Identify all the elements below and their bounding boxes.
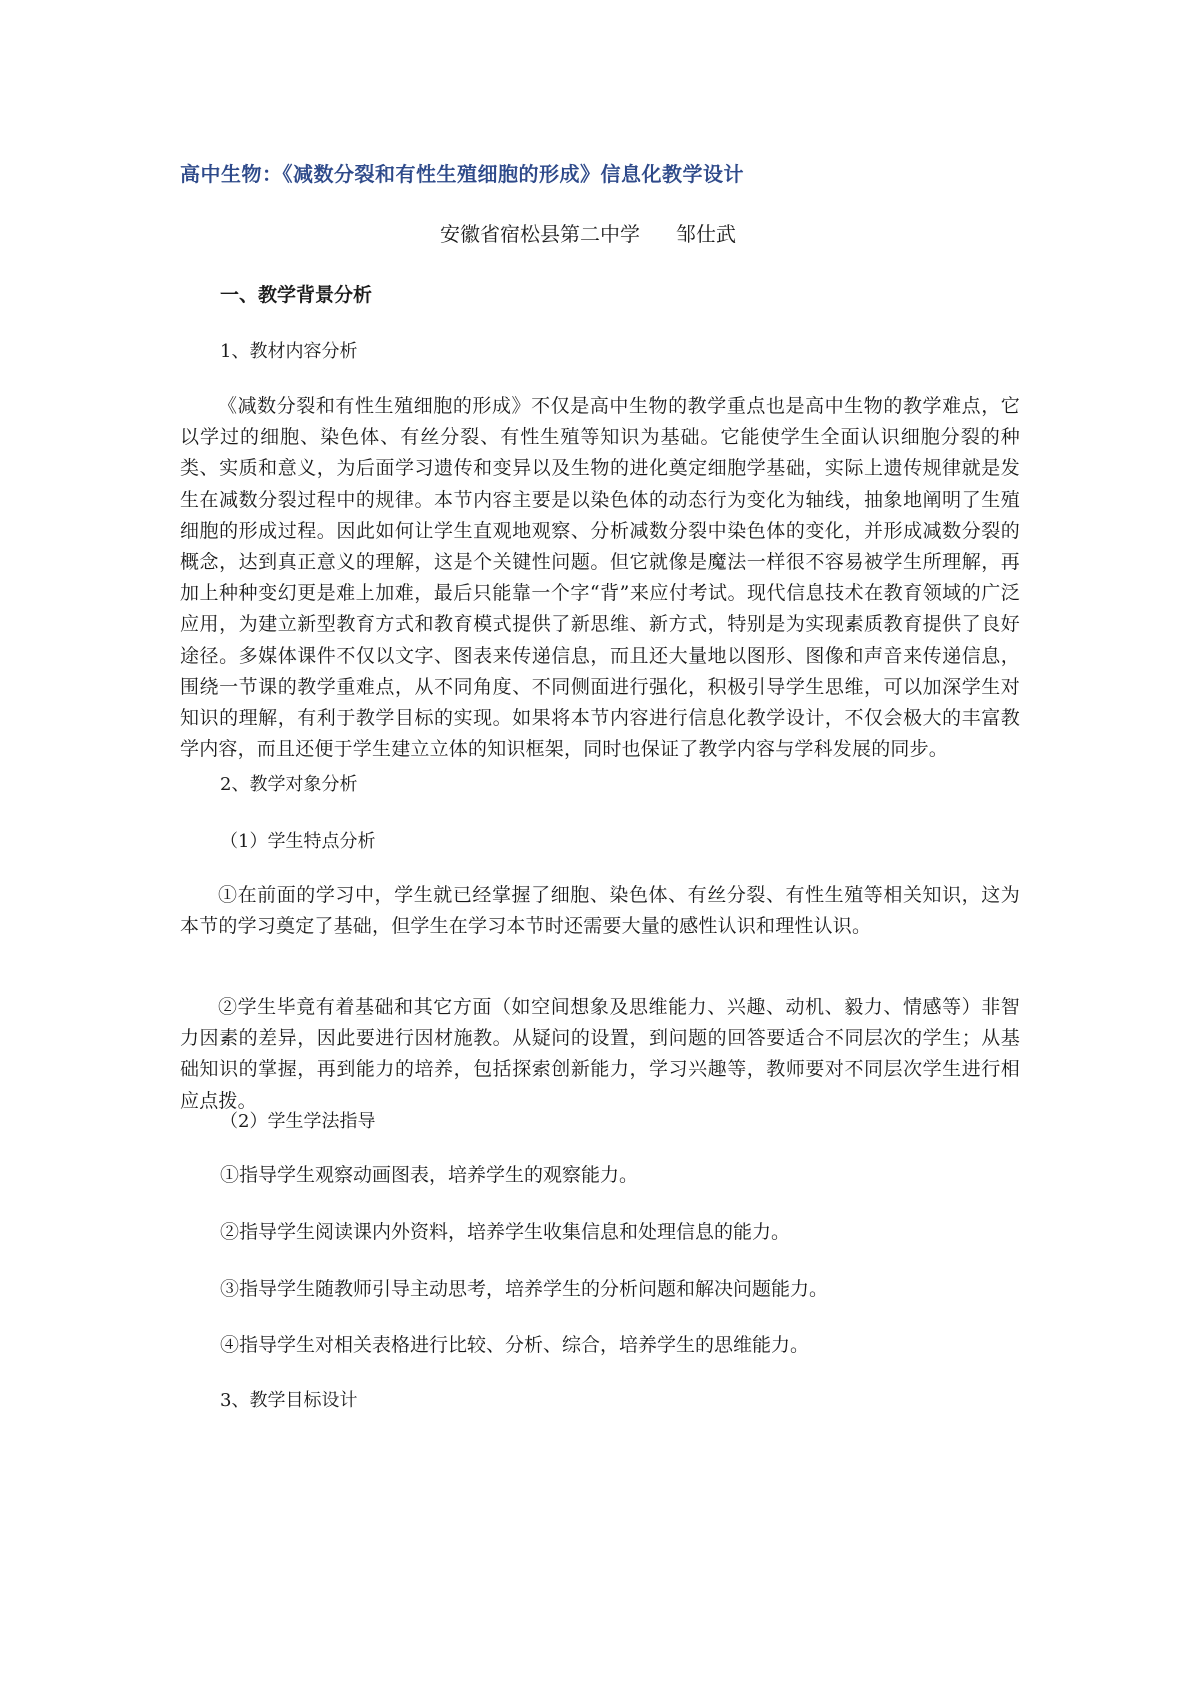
- document-title: 高中生物：《减数分裂和有性生殖细胞的形成》信息化教学设计: [180, 162, 744, 186]
- guide-item: ①指导学生观察动画图表，培养学生的观察能力。: [220, 1164, 639, 1186]
- subsection-heading-student-traits: （1）学生特点分析: [220, 831, 376, 852]
- author-line: [440, 218, 736, 247]
- subsection-heading-study-guide: （2）学生学法指导: [220, 1111, 376, 1132]
- subsection-heading-textbook: 1、教材内容分析: [220, 341, 358, 362]
- subsection-heading-objectives: 3、教学目标设计: [220, 1390, 358, 1411]
- guide-item: ③指导学生随教师引导主动思考，培养学生的分析问题和解决问题能力。: [220, 1278, 829, 1300]
- paragraph-student-trait-2: ②学生毕竟有着基础和其它方面（如空间想象及思维能力、兴趣、动机、毅力、情感等）非智力因素的差异，因此要进行因材施教。从疑问的设置，到问题的回答要适合不同层次的学生；从基础知识的掌握，再到能力的培养，包括探索创新能力，学习兴趣等，教师要对不同层次学生进行相应点拨。: [180, 996, 1020, 1112]
- guide-item: ④指导学生对相关表格进行比较、分析、综合，培养学生的思维能力。: [220, 1334, 810, 1356]
- school-name: 安徽省宿松县第二中学: [440, 222, 640, 246]
- paragraph-textbook-analysis: 《减数分裂和有性生殖细胞的形成》不仅是高中生物的教学重点也是高中生物的教学难点，它以学过的细胞、染色体、有丝分裂、有性生殖等知识为基础。它能使学生全面认识细胞分裂的种类、实质和意义，为后面学习遗传和变异以及生物的进化奠定细胞学基础，实际上遗传规律就是发生在减数分裂过程中的规律。本节内容主要是以染色体的动态行为变化为轴线，抽象地阐明了生殖细胞的形成过程。因此如何让学生直观地观察、分析减数分裂中染色体的变化，并形成减数分裂的概念，达到真正意义的理解，这是个关键性问题。但它就像是魔法一样很不容易被学生所理解，再加上种种变幻更是难上加难，最后只能靠一个字“背”来应付考试。现代信息技术在教育领域的广泛应用，为建立新型教育方式和教育模式提供了新思维、新方式，特别是为实现素质教育提供了良好途径。多媒体课件不仅以文字、图表来传递信息，而且还大量地以图形、图像和声音来传递信息， 围绕一节课的教学重难点，从不同角度、不同侧面进行强化，积极引导学生思维，可以加深学生对知识的理解，有利于教学目标的实现。如果将本节内容进行信息化教学设计，不仅会极大的丰富教学内容，而且还便于学生建立立体的知识框架，同时也保证了教学内容与学科发展的同步。: [180, 395, 1020, 761]
- author-name: 邹仕武: [676, 222, 736, 246]
- subsection-heading-students: 2、教学对象分析: [220, 774, 358, 795]
- guide-item: ②指导学生阅读课内外资料，培养学生收集信息和处理信息的能力。: [220, 1221, 791, 1243]
- section-heading-background: 一、教学背景分析: [220, 284, 373, 306]
- paragraph-student-trait-1: ①在前面的学习中，学生就已经掌握了细胞、染色体、有丝分裂、有性生殖等相关知识，这为本节的学习奠定了基础，但学生在学习本节时还需要大量的感性认识和理性认识。: [180, 884, 1020, 938]
